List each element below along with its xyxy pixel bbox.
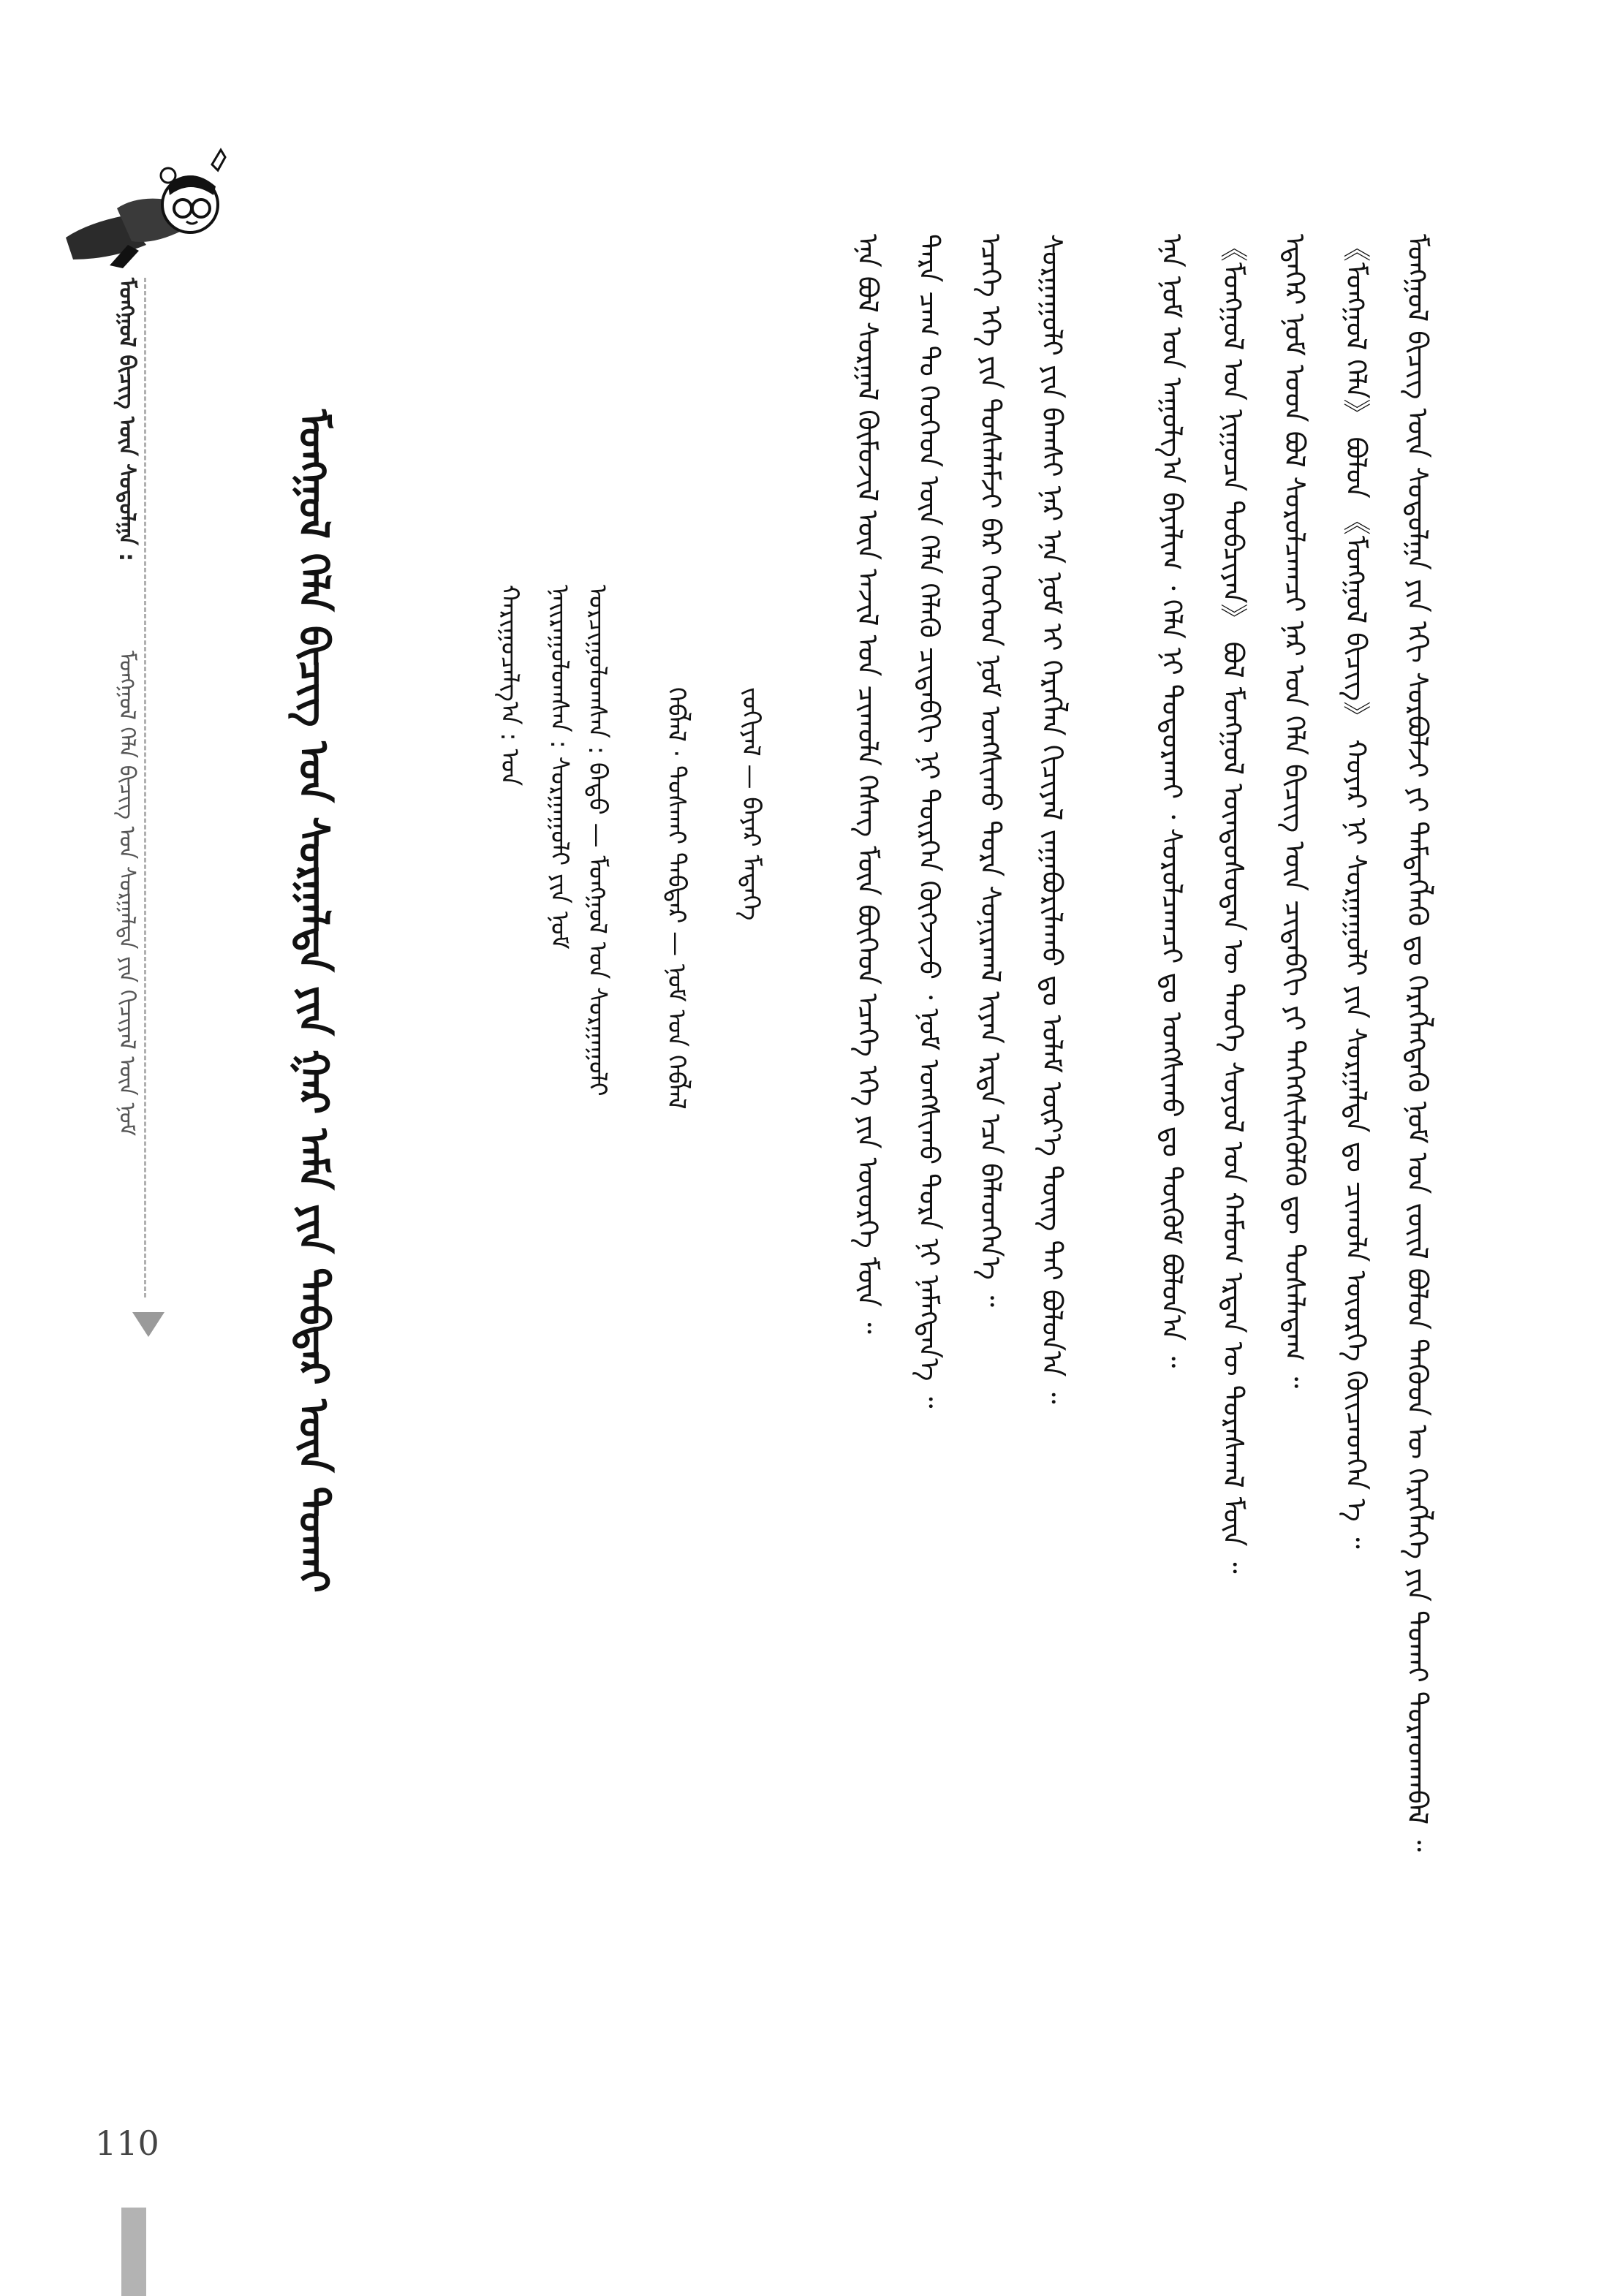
meta-line-1: ᠵᠣᠬᠢᠶᠠᠯ — ᠪᠠᠶᠠᠷ ᠮᠡᠳᠡᠭᠡ xyxy=(736,687,765,921)
body-line-5: ᠡᠨᠡ ᠨᠣᠮ ᠤᠨ ᠠᠭᠤᠯᠭ᠎ᠠ ᠪᠠᠶᠠᠯᠢᠭ ᠂ ᠬᠡᠯᠡ ᠨᠢ ᠲᠣᠳᠣᠷᠬᠠᠢ ᠂ ᠰᠤᠷᠤᠯᠴᠠᠭᠴᠢ ᠳᠤ ᠤᠩᠰᠢᠬᠤ ᠳᠤ ᠳᠥᠭᠥᠮ ᠪᠣᠯᠤᠨ᠎ᠠ ᠃ xyxy=(1156,234,1188,1368)
header-label: ᠮᠣᠩᠭᠣᠯ ᠪᠢᠴᠢᠭ᠌ ᠦᠨ ᠰᠤᠳᠤᠯᠭᠠ : xyxy=(114,278,140,562)
cartoon-boy-flying-icon xyxy=(58,135,227,274)
header-subtitle: ᠮᠣᠩᠭᠣᠯ ᠬᠡᠯᠡ ᠪᠢᠴᠢᠭ᠌ ᠤᠨ ᠰᠤᠷᠭᠠᠯᠳᠠ ᠶᠢᠨ ᠬᠢᠴᠢᠶᠡᠯ ᠦᠨ ᠨᠣᠮ xyxy=(114,651,140,1137)
triangle-down-icon xyxy=(132,1312,164,1337)
meta-line-3: ᠣᠷᠴᠢᠭᠤᠯᠤᠭᠰᠠᠨ : ᠪᠠᠲᠤ — ᠮᠣᠩᠭᠣᠯ ᠤᠨ ᠰᠤᠷᠭᠠᠭᠤᠯᠢ xyxy=(583,585,612,1096)
body-line-1: ᠮᠣᠩᠭᠣᠯ ᠪᠢᠴᠢᠭ᠌ ᠦᠨ ᠰᠤᠳᠤᠯᠭᠠ ᠶᠢᠨ ᠡᠬᠢ ᠰᠤᠷᠪᠤᠯᠵᠢ ᠶᠢ ᠲᠡᠮᠳᠡᠭᠯᠡᠬᠦ ᠳᠤ ᠬᠡᠷᠡᠭᠯᠡᠭᠳᠡᠬᠦ ᠨᠣᠮ ᠤᠨ ᠵᠦᠢᠯ ᠪᠣᠯᠤᠨ ᠲᠡᠭᠦᠦᠨ ᠦ ᠬᠡᠷᠡᠭᠯᠡᠭᠡ ᠶᠢᠨ ᠲᠤᠬᠠᠢ ᠳᠤᠷᠠᠳᠬᠠᠪᠠᠯ ᠃ xyxy=(1401,234,1434,1852)
body-line-9: ᠡᠨᠡ ᠪᠣᠯ ᠰᠤᠷᠭᠠᠯ ᠬᠥᠮᠦᠵᠢᠯ ᠦᠨ ᠠᠵᠢᠯ ᠤᠨ ᠴᠢᠬᠤᠯᠠ ᠬᠡᠰᠡᠭ ᠮᠥᠨ ᠪᠥᠭᠡᠳ ᠡᠴᠡᠭᠡ ᠡᠬᠡ ᠶᠢᠨ ᠦᠦᠷᠭᠡ ᠮᠥᠨ ᠃ xyxy=(852,234,884,1334)
meta-line-5: ᠬᠠᠷᠢᠭᠤᠴᠠᠯᠭ᠎ᠠ : ᠣᠨ xyxy=(495,585,524,787)
body-line-2: 《ᠮᠣᠩᠭᠣᠯ ᠬᠡᠯᠡ》 ᠪᠣᠯᠤᠨ 《ᠮᠣᠩᠭᠣᠯ ᠪᠢᠴᠢᠭ᠌》 ᠬᠣᠶᠠᠷ ᠨᠢ ᠰᠤᠷᠭᠠᠭᠤᠯᠢ ᠶᠢᠨ ᠰᠤᠷᠭᠠᠯᠳᠠ ᠳᠤ ᠴᠢᠬᠤᠯᠠ ᠦᠦᠷᠭᠡ ᠭᠦᠢᠴᠡᠳᠭᠡᠨ ᠡ ᠃ xyxy=(1340,234,1372,1549)
header-guide-line xyxy=(144,278,146,1297)
body-line-3: ᠡᠳᠡᠭᠡᠷ ᠨᠣᠮ ᠤᠳ ᠪᠣᠯ ᠰᠤᠷᠤᠯᠴᠠᠭᠴᠢ ᠨᠠᠷ ᠤᠨ ᠬᠡᠯᠡ ᠪᠢᠴᠢᠭ᠌ ᠦᠨ ᠴᠢᠳᠠᠪᠬᠢ ᠶᠢ ᠳᠡᠭᠡᠭᠰᠢᠯᠡᠭᠦᠯᠬᠦ ᠳᠦ ᠲᠤᠰᠠᠯᠠᠳᠠᠭ ᠃ xyxy=(1279,234,1311,1389)
page-number: 110 xyxy=(95,2123,159,2163)
body-line-6: ᠰᠤᠷᠭᠠᠭᠤᠯᠢ ᠶᠢᠨ ᠪᠠᠭᠰᠢ ᠨᠠᠷ ᠡᠨᠡ ᠨᠣᠮ ᠢ ᠬᠡᠷᠡᠭᠯᠡᠨ ᠬᠢᠴᠢᠶᠡᠯ ᠵᠠᠭᠠᠪᠤᠷᠢᠯᠠᠬᠤ ᠳᠤ ᠤᠯᠠᠮ ᠦᠷ᠎ᠡ ᠳᠦᠩ ᠲᠠᠢ ᠪᠣᠯᠤᠨ᠎ᠠ ᠃ xyxy=(1036,234,1068,1404)
meta-line-4: ᠨᠠᠢᠷᠠᠭᠤᠯᠤᠭᠰᠠᠨ : ᠰᠤᠷᠭᠠᠭᠤᠯᠢ ᠶᠢᠨ ᠨᠣᠮ xyxy=(545,585,574,950)
body-line-4: 《ᠮᠣᠩᠭᠣᠯ ᠤᠨ ᠨᠢᠭᠤᠴᠠ ᠲᠣᠪᠴᠢᠶᠠᠨ》 ᠪᠣᠯ ᠮᠣᠩᠭᠣᠯ ᠦᠨᠳᠦᠰᠦᠲᠡᠨ ᠦ ᠲᠡᠦᠬᠡ ᠰᠣᠶᠣᠯ ᠤᠨ ᠬᠠᠮᠤᠭ ᠡᠷᠲᠡᠨ ᠦ ᠳᠤᠷᠠᠰᠬᠠᠯ ᠮᠥᠨ ᠃ xyxy=(1217,234,1249,1574)
page-edge-tab xyxy=(121,2208,146,2296)
body-line-8: ᠲᠡᠷᠡ ᠴᠠᠭ ᠲᠤ ᠬᠡᠦᠬᠡᠳ ᠦᠨ ᠬᠡᠯᠡ ᠬᠡᠯᠡᠬᠦ ᠴᠢᠳᠠᠪᠬᠢ ᠨᠢ ᠲᠦᠷᠭᠡᠨ ᠬᠥᠭᠵᠢᠵᠦ ᠂ ᠨᠣᠮ ᠤᠩᠰᠢᠬᠤ ᠳᠤᠷᠠ ᠨᠢ ᠨᠡᠮᠡᠭᠳᠡᠨ᠎ᠡ ᠃ xyxy=(913,234,945,1409)
page-title: ᠮᠣᠩᠭᠣᠯ ᠬᠡᠯᠡ ᠪᠢᠴᠢᠭ᠌ ᠤᠨ ᠰᠤᠷᠭᠠᠯᠳᠠ ᠶᠢᠨ ᠭᠠᠷ ᠠᠮᠠ ᠶᠢᠨ ᠳᠡᠪᠲᠡᠷ ᠦᠨ ᠲᠤᠬᠠᠢ xyxy=(290,409,337,1593)
body-line-7: ᠡᠴᠡᠭᠡ ᠡᠬᠡ ᠶᠢᠨ ᠲᠤᠰᠠᠯᠠᠮᠵᠢ ᠪᠡᠷ ᠬᠡᠦᠬᠡᠳ ᠨᠣᠮ ᠤᠩᠰᠢᠬᠤ ᠳᠤᠷᠠ ᠰᠣᠨᠢᠷᠬᠠᠯ ᠢᠶᠠᠨ ᠡᠷᠲᠡ ᠡᠴᠡ ᠪᠡᠯᠡᠳᠬᠡᠨ᠎ᠡ ᠃ xyxy=(975,234,1007,1307)
meta-line-2: ᠬᠡᠪᠯᠡᠯ · ᠲᠤᠰᠬᠠᠢ ᠳᠡᠪᠲᠡᠷ — ᠨᠣᠮ ᠤᠨ ᠬᠡᠪᠯᠡᠯ xyxy=(662,687,691,1110)
